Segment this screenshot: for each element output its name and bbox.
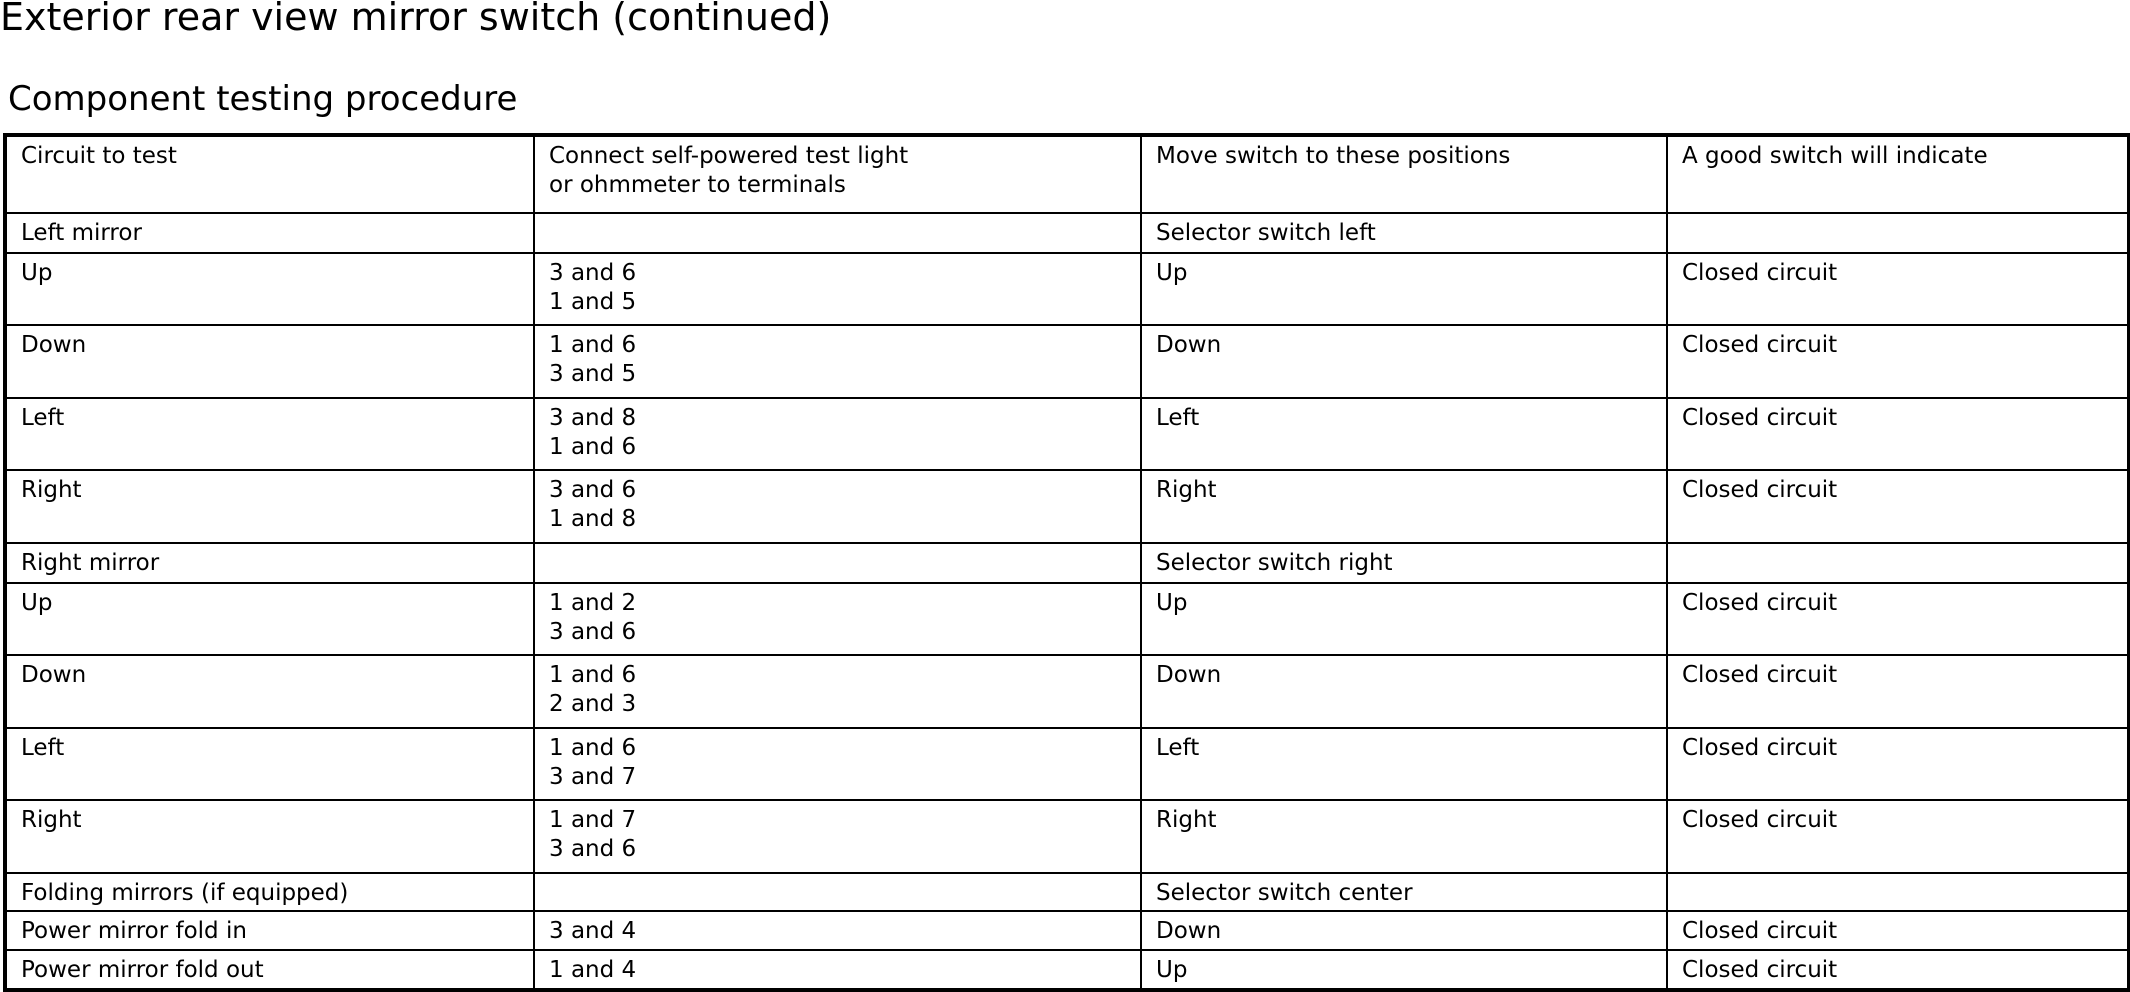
terminals-cell (534, 213, 1141, 253)
terminals-cell (534, 950, 1141, 990)
table-row (5, 800, 2129, 873)
indication-cell (1667, 873, 2129, 911)
circuit-cell (5, 655, 534, 728)
position-cell (1141, 398, 1667, 470)
indication-cell (1667, 911, 2129, 950)
cell-text: Selector switch right (1156, 550, 1393, 576)
cell-text: 1 and 8 (549, 506, 637, 532)
cell-text: Closed circuit (1682, 332, 1838, 358)
indication-cell (1667, 213, 2129, 253)
header-good-switch-indicates (1667, 135, 2129, 213)
cell-text: Down (1156, 918, 1222, 944)
circuit-cell (5, 213, 534, 253)
cell-text: Closed circuit (1682, 405, 1838, 431)
cell-text: Closed circuit (1682, 735, 1838, 761)
header-circuit-to-test (5, 135, 534, 213)
cell-text: Circuit to test (21, 143, 177, 169)
cell-text: 1 and 6 (549, 735, 637, 761)
position-cell (1141, 213, 1667, 253)
cell-text: 3 and 6 (549, 619, 637, 645)
cell-text: Left (21, 405, 65, 431)
component-testing-table (3, 133, 2130, 992)
cell-text: Down (1156, 662, 1222, 688)
circuit-cell (5, 873, 534, 911)
cell-text: Up (1156, 957, 1188, 983)
cell-text: Left (1156, 735, 1200, 761)
position-cell (1141, 470, 1667, 543)
table-row (5, 911, 2129, 950)
indication-cell (1667, 470, 2129, 543)
position-cell (1141, 325, 1667, 398)
cell-text: Right (21, 807, 82, 833)
table-row (5, 213, 2129, 253)
table-row (5, 470, 2129, 543)
cell-text: Down (21, 662, 87, 688)
cell-text: Up (1156, 260, 1188, 286)
cell-text: Move switch to these positions (1156, 143, 1511, 169)
position-cell (1141, 950, 1667, 990)
cell-text: 3 and 6 (549, 260, 637, 286)
terminals-cell (534, 800, 1141, 873)
cell-text: 2 and 3 (549, 691, 637, 717)
cell-text: Connect self-powered test light (549, 143, 909, 169)
cell-text: 1 and 7 (549, 807, 637, 833)
position-cell (1141, 253, 1667, 325)
indication-cell (1667, 325, 2129, 398)
terminals-cell (534, 543, 1141, 583)
terminals-cell (534, 325, 1141, 398)
cell-text: Closed circuit (1682, 477, 1838, 503)
cell-text: Closed circuit (1682, 957, 1838, 983)
cell-text: Closed circuit (1682, 590, 1838, 616)
circuit-cell (5, 583, 534, 655)
cell-text: Selector switch center (1156, 880, 1413, 906)
section-title: Component testing procedure (8, 79, 518, 119)
cell-text: Up (1156, 590, 1188, 616)
cell-text: 3 and 6 (549, 836, 637, 862)
cell-text: 1 and 5 (549, 289, 637, 315)
indication-cell (1667, 655, 2129, 728)
cell-text: 1 and 2 (549, 590, 637, 616)
cell-text: Up (21, 590, 53, 616)
terminals-cell (534, 253, 1141, 325)
position-cell (1141, 728, 1667, 800)
cell-text: 1 and 6 (549, 332, 637, 358)
circuit-cell (5, 911, 534, 950)
terminals-cell (534, 911, 1141, 950)
position-cell (1141, 911, 1667, 950)
cell-text: Left (21, 735, 65, 761)
indication-cell (1667, 800, 2129, 873)
cell-text: Closed circuit (1682, 662, 1838, 688)
cell-text: Right mirror (21, 550, 160, 576)
circuit-cell (5, 728, 534, 800)
cell-text: Right (1156, 807, 1217, 833)
cell-text: 3 and 6 (549, 477, 637, 503)
cell-text: Right (21, 477, 82, 503)
table-row (5, 325, 2129, 398)
table-row (5, 543, 2129, 583)
circuit-cell (5, 470, 534, 543)
table-row (5, 253, 2129, 325)
circuit-cell (5, 325, 534, 398)
cell-text: Folding mirrors (if equipped) (21, 880, 349, 906)
table-row (5, 583, 2129, 655)
table-row (5, 398, 2129, 470)
indication-cell (1667, 398, 2129, 470)
cell-text: Closed circuit (1682, 260, 1838, 286)
indication-cell (1667, 253, 2129, 325)
cell-text: 1 and 4 (549, 957, 637, 983)
circuit-cell (5, 800, 534, 873)
header-terminals (534, 135, 1141, 213)
position-cell (1141, 583, 1667, 655)
page-title: Exterior rear view mirror switch (continued) (0, 0, 832, 39)
cell-text: Left (1156, 405, 1200, 431)
table-row (5, 655, 2129, 728)
circuit-cell (5, 543, 534, 583)
cell-text: Selector switch left (1156, 220, 1376, 246)
terminals-cell (534, 655, 1141, 728)
header-switch-positions (1141, 135, 1667, 213)
cell-text: 3 and 5 (549, 361, 637, 387)
circuit-cell (5, 253, 534, 325)
cell-text: Down (1156, 332, 1222, 358)
cell-text: Closed circuit (1682, 918, 1838, 944)
table-row (5, 873, 2129, 911)
position-cell (1141, 543, 1667, 583)
circuit-cell (5, 398, 534, 470)
table-row (5, 950, 2129, 990)
cell-text: Down (21, 332, 87, 358)
table-header-row (5, 135, 2129, 213)
cell-text: Power mirror fold in (21, 918, 247, 944)
position-cell (1141, 873, 1667, 911)
table-row (5, 728, 2129, 800)
terminals-cell (534, 728, 1141, 800)
terminals-cell (534, 398, 1141, 470)
indication-cell (1667, 583, 2129, 655)
terminals-cell (534, 470, 1141, 543)
position-cell (1141, 655, 1667, 728)
cell-text: 3 and 4 (549, 918, 637, 944)
cell-text: 1 and 6 (549, 662, 637, 688)
cell-text: Up (21, 260, 53, 286)
cell-text: Left mirror (21, 220, 142, 246)
cell-text: Closed circuit (1682, 807, 1838, 833)
terminals-cell (534, 583, 1141, 655)
cell-text: 3 and 8 (549, 405, 637, 431)
cell-text: Power mirror fold out (21, 957, 264, 983)
cell-text: Right (1156, 477, 1217, 503)
cell-text: 3 and 7 (549, 764, 637, 790)
cell-text: 1 and 6 (549, 434, 637, 460)
indication-cell (1667, 543, 2129, 583)
indication-cell (1667, 950, 2129, 990)
cell-text: or ohmmeter to terminals (549, 172, 846, 198)
circuit-cell (5, 950, 534, 990)
indication-cell (1667, 728, 2129, 800)
terminals-cell (534, 873, 1141, 911)
cell-text: A good switch will indicate (1682, 143, 1988, 169)
position-cell (1141, 800, 1667, 873)
